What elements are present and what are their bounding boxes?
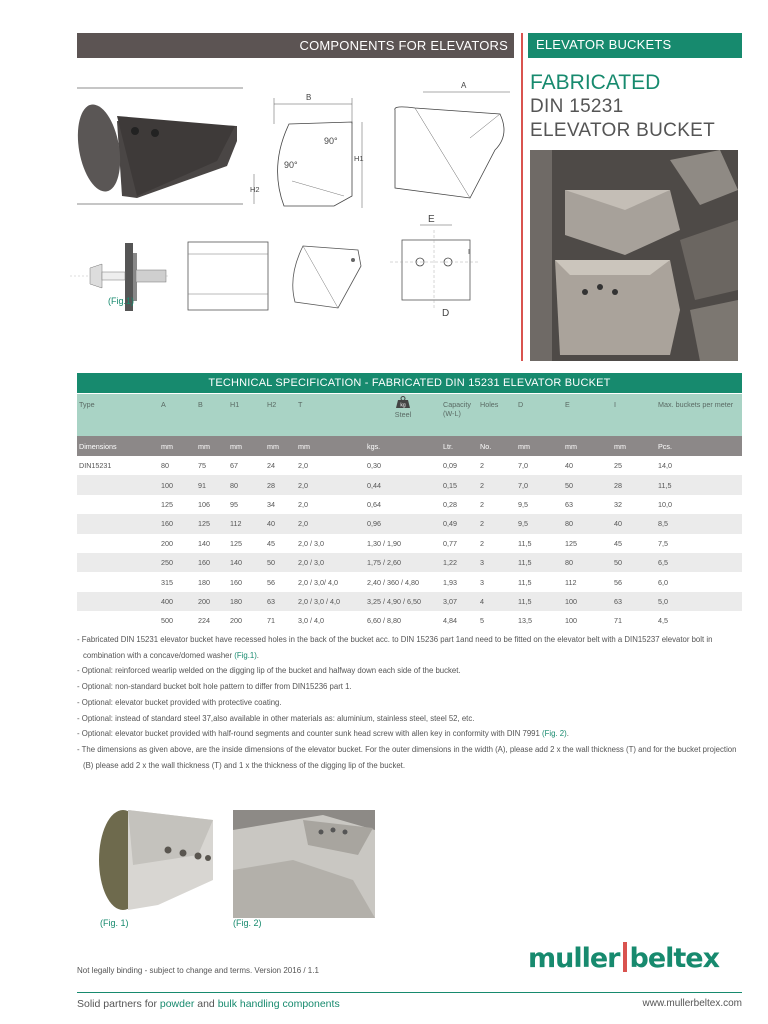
bucket-perspective-drawing [283,236,373,316]
table-cell: 63 [565,499,573,509]
table-cell: 6,60 / 8,80 [367,616,401,626]
table-cell: 3,0 / 4,0 [298,616,324,626]
table-cell: 32 [614,499,622,509]
disclaimer-text: Not legally binding - subject to change and terms. Version 2016 / 1.1 [77,966,319,975]
table-row [77,475,742,494]
unit-cell: Dimensions [77,436,159,456]
table-cell: 2,0 [298,499,308,509]
fig1-caption: (Fig. 1) [100,918,129,928]
table-cell: 0,44 [365,475,441,494]
dim-h2-label: H2 [250,185,260,194]
table-cell: 9,5 [518,499,528,509]
muller-beltex-logo: muller beltex [528,943,720,974]
table-cell: 1,75 / 2,60 [365,553,441,572]
bucket-3d-sketch [77,86,247,206]
table-cell: 100 [159,475,196,494]
table-cell: 106 [198,499,210,509]
table-cell: 3 [480,577,484,587]
table-cell: 14,0 [658,461,672,471]
unit-cell: Pcs. [656,436,742,456]
table-cell: 45 [614,538,622,548]
title-din: DIN 15231 [530,96,624,117]
table-cell: 250 [159,553,196,572]
table-header-row [77,394,742,436]
table-cell: 63 [612,592,656,611]
fig1-photo [98,810,213,918]
table-cell: 9,5 [516,514,563,533]
table-cell: 56 [614,577,622,587]
table-cell: 45 [267,538,275,548]
table-cell: 500 [161,616,173,626]
col-e: E [563,394,612,436]
table-cell: 2,0 [298,461,308,471]
col-i: I [612,394,656,436]
table-cell: 80 [228,475,265,494]
table-cell [77,495,159,514]
table-cell: 56 [267,577,275,587]
table-cell: 50 [265,553,296,572]
table-cell: 200 [230,616,242,626]
table-cell [77,475,159,494]
note-7: - The dimensions as given above, are the inside dimensions of the elevator bucket. For the outer dimensions in the width (A), please add 2 x the wall thickness (T) and for the bucket projection (B) please add 2 x the wall thickness (T) and 1 x the thickness of the digging lip of the bucket. [77,744,737,770]
table-cell: 112 [228,514,265,533]
table-cell: 10,0 [658,499,672,509]
table-cell: 5,0 [656,592,742,611]
table-cell: 0,49 [441,514,478,533]
weight-icon [396,396,410,408]
note-3: - Optional: non-standard bucket bolt hole pattern to differ from DIN15236 part 1. [77,682,352,692]
table-cell: 200 [161,538,173,548]
table-cell: 11,5 [516,553,563,572]
table-cell: 200 [196,592,228,611]
spec-title-bar: TECHNICAL SPECIFICATION - FABRICATED DIN 15231 ELEVATOR BUCKET [77,373,742,393]
table-cell: 95 [230,499,238,509]
table-cell: DIN15231 [79,461,112,471]
table-cell: 2 [478,514,516,533]
table-cell: 0,15 [441,475,478,494]
table-cell: 6,5 [656,553,742,572]
table-cell: 67 [230,461,238,471]
unit-cell: kgs. [365,436,441,456]
dim-b-label: B [306,93,312,102]
unit-cell: mm [516,436,563,456]
table-cell: 400 [159,592,196,611]
col-max-buckets: Max. buckets per meter [656,394,742,436]
angle-90-top: 90° [324,136,338,146]
table-units-row [77,436,742,456]
table-cell: 125 [230,538,242,548]
table-cell: 4,5 [658,616,668,626]
tagline: Solid partners for powder and bulk handling components [77,998,340,1010]
table-cell: 1,93 [443,577,457,587]
col-holes: Holes [478,394,516,436]
table-cell: 91 [196,475,228,494]
table-cell: 2,0 / 3,0 [298,538,324,548]
table-cell: 75 [198,461,206,471]
fig2-caption: (Fig. 2) [233,918,262,928]
dim-i-label: I [468,249,470,256]
note-6: - Optional: elevator bucket provided with half-round segments and counter sunk head screw with allen key in conformity with DIN 7991 (Fig. 2). [77,729,569,739]
divider-line [521,33,523,361]
col-type: Type [77,394,159,436]
section-header-components: COMPONENTS FOR ELEVATORS [77,33,514,58]
section-header-elevator-buckets: ELEVATOR BUCKETS [528,33,742,58]
dim-h1-label: H1 [354,154,364,163]
unit-cell: Ltr. [441,436,478,456]
product-title [530,71,742,143]
table-cell: 1,30 / 1,90 [367,538,401,548]
table-row [77,592,742,611]
table-cell: 40 [612,514,656,533]
table-cell: 125 [565,538,577,548]
table-cell: 25 [614,461,622,471]
table-cell: 34 [267,499,275,509]
unit-cell: mm [196,436,228,456]
table-cell: 80 [161,461,169,471]
website-link[interactable]: www.mullerbeltex.com [642,998,742,1009]
col-h1: H1 [228,394,265,436]
fig1-link[interactable]: (Fig.1) [234,650,257,660]
note-1: - Fabricated DIN 15231 elevator bucket have recessed holes in the back of the bucket acc. to DIN 15236 part 1and need to be fitted on the elevator belt with a DIN15237 elevator bolt in combination with a concave/domed washer (Fig.1). [77,635,713,660]
table-cell: 2 [480,499,484,509]
table-cell: 0,28 [443,499,457,509]
table-cell: 7,0 [518,461,528,471]
fig2-photo [233,810,375,918]
table-cell: 100 [563,592,612,611]
fig1-drawing-caption: (Fig.1) [108,296,135,306]
table-cell: 2,0 / 3,0 [296,553,365,572]
table-cell: 28 [265,475,296,494]
table-row [77,514,742,533]
table-cell: 4,84 [443,616,457,626]
table-cell: 50 [563,475,612,494]
table-cell: 24 [267,461,275,471]
table-cell: 100 [565,616,577,626]
footer-divider [77,992,742,993]
table-cell: 2 [480,538,484,548]
table-cell: 180 [228,592,265,611]
table-cell [77,514,159,533]
table-cell: 0,96 [365,514,441,533]
note-5: - Optional: instead of standard steel 37,also available in other materials as: aluminium, stainless steel, steel 52, etc. [77,713,475,723]
table-cell: 2,0 [296,475,365,494]
table-cell: 4 [478,592,516,611]
table-cell: 28 [612,475,656,494]
table-cell: 11,5 [656,475,742,494]
table-cell [77,572,159,591]
table-cell: 3,25 / 4,90 / 6,50 [365,592,441,611]
steel-label: Steel [394,410,412,419]
table-cell: 11,5 [518,538,532,548]
col-steel [365,394,441,436]
table-cell: 40 [265,514,296,533]
table-cell: 2 [480,461,484,471]
table-cell: 0,64 [367,499,381,509]
spec-table [77,394,742,631]
unit-cell: No. [478,436,516,456]
title-elevator-bucket: ELEVATOR BUCKET [530,120,716,141]
unit-cell: mm [265,436,296,456]
title-fabricated: FABRICATED [530,71,661,94]
note-4: - Optional: elevator bucket provided with protective coating. [77,697,282,707]
table-cell: 160 [230,577,242,587]
bucket-rear-drawing [183,236,273,316]
col-b: B [196,394,228,436]
hole-pattern-drawing [390,210,480,322]
table-row [77,495,742,514]
table-cell: 2,0 [296,514,365,533]
table-cell: 1,22 [441,553,478,572]
table-cell: 0,09 [443,461,457,471]
unit-cell: mm [296,436,365,456]
table-row [77,534,742,553]
table-cell: 80 [563,514,612,533]
table-cell: 6,0 [658,577,668,587]
table-cell [77,611,159,630]
table-cell: 160 [196,553,228,572]
dim-d-label: D [442,308,450,319]
notes-section [77,632,745,773]
table-cell: 3,07 [441,592,478,611]
table-cell: 2,40 / 360 / 4,80 [367,577,419,587]
table-cell: 71 [614,616,622,626]
table-cell: 180 [198,577,210,587]
col-a: A [159,394,196,436]
table-cell: 80 [563,553,612,572]
table-cell: 160 [159,514,196,533]
table-cell: 2 [478,475,516,494]
unit-cell: mm [228,436,265,456]
col-h2: H2 [265,394,296,436]
table-row [77,572,742,591]
table-cell: 50 [612,553,656,572]
col-d: D [516,394,563,436]
table-cell [77,553,159,572]
angle-90-bottom: 90° [284,160,298,170]
table-cell: 0,77 [443,538,457,548]
table-cell: 125 [161,499,173,509]
table-cell: 8,5 [656,514,742,533]
table-row [77,611,742,630]
table-cell: 112 [565,577,577,587]
dim-a-label: A [461,81,467,90]
table-cell: 2,0 / 3,0 / 4,0 [296,592,365,611]
col-capacity: Capacity (W-L) [441,394,478,436]
table-cell: 125 [196,514,228,533]
unit-cell: mm [563,436,612,456]
table-row [77,456,742,475]
table-cell: 140 [198,538,210,548]
fig2-link[interactable]: (Fig. 2) [542,729,567,739]
table-cell: 2,0 / 3,0/ 4,0 [298,577,338,587]
table-cell: 224 [198,616,210,626]
table-cell: 3 [478,553,516,572]
table-cell: 40 [565,461,573,471]
table-cell: 11,5 [516,592,563,611]
table-cell: 140 [228,553,265,572]
table-cell [77,534,159,553]
table-row [77,553,742,572]
dim-e-label: E [428,214,435,225]
table-cell: 7,5 [658,538,668,548]
unit-cell: mm [159,436,196,456]
bucket-front-drawing [375,80,515,210]
table-cell: 5 [480,616,484,626]
note-2: - Optional: reinforced wearlip welded on the digging lip of the bucket and halfway down each side of the bucket. [77,666,461,676]
table-cell: 13,5 [518,616,532,626]
svg-text:kg: kg [400,402,406,408]
table-cell: 71 [267,616,275,626]
unit-cell: mm [612,436,656,456]
product-photo [530,150,738,361]
col-t: T [296,394,365,436]
table-cell: 63 [265,592,296,611]
table-cell: 0,30 [367,461,381,471]
table-cell: 11,5 [518,577,532,587]
bucket-side-drawing [244,86,374,211]
table-cell [77,592,159,611]
table-cell: 7,0 [516,475,563,494]
table-cell: 315 [161,577,173,587]
